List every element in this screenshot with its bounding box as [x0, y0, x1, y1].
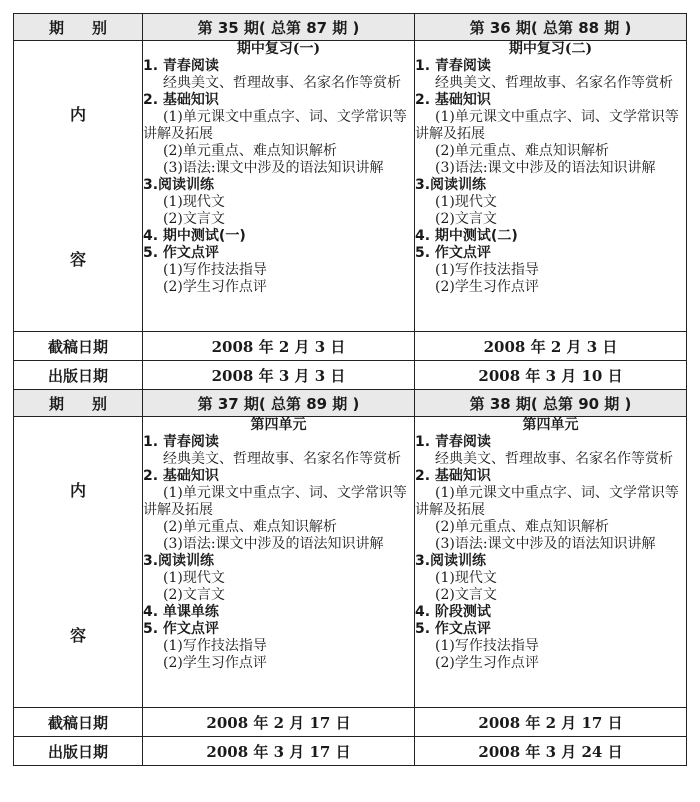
- section-detail: (2)学生习作点评: [163, 279, 267, 295]
- content-row: [14, 417, 687, 708]
- publish-date: 2008 年 3 月 3 日: [143, 361, 415, 390]
- deadline-label: 截稿日期: [14, 708, 143, 737]
- deadline-label: 截稿日期: [14, 332, 143, 361]
- section-detail: (2)文言文: [435, 211, 497, 227]
- section-detail: (2)学生习作点评: [163, 655, 267, 671]
- deadline-row: [14, 332, 687, 361]
- period-label: 期别: [14, 14, 143, 41]
- section-detail: (1)写作技法指导: [435, 638, 539, 654]
- section-heading: 2. 基础知识: [143, 468, 219, 484]
- issue-content: [143, 417, 415, 708]
- section-detail: (1)写作技法指导: [435, 262, 539, 278]
- section-detail: (2)单元重点、难点知识解析: [435, 519, 609, 535]
- schedule-body: [14, 14, 687, 766]
- content-label-cell: [14, 41, 143, 332]
- publish-date: 2008 年 3 月 17 日: [143, 737, 415, 766]
- issue-content: [415, 417, 687, 708]
- deadline-date: 2008 年 2 月 17 日: [415, 708, 687, 737]
- section-detail: (2)单元重点、难点知识解析: [435, 143, 609, 159]
- issue-number: 第 37 期( 总第 89 期 ): [143, 390, 415, 417]
- period-header-row: [14, 14, 687, 41]
- section-detail: (2)文言文: [163, 211, 225, 227]
- section-heading: 4. 单课单练: [143, 604, 219, 620]
- publish-label: 出版日期: [14, 361, 143, 390]
- section-detail: (2)文言文: [163, 587, 225, 603]
- section-detail: (3)语法:课文中涉及的语法知识讲解: [163, 160, 384, 176]
- section-heading: 4. 期中测试(二): [415, 228, 518, 244]
- section-heading: 5. 作文点评: [143, 621, 219, 637]
- section-detail: (2)文言文: [435, 587, 497, 603]
- section-heading: 2. 基础知识: [415, 92, 491, 108]
- period-header-row: [14, 390, 687, 417]
- section-heading: 2. 基础知识: [143, 92, 219, 108]
- section-detail: (1)单元课文中重点字、词、文学常识等讲解及拓展: [415, 485, 679, 518]
- deadline-date: 2008 年 2 月 17 日: [143, 708, 415, 737]
- content-label-char: 容: [69, 626, 86, 645]
- section-detail: 经典美文、哲理故事、名家名作等赏析: [163, 75, 401, 91]
- section-detail: (3)语法:课文中涉及的语法知识讲解: [435, 536, 656, 552]
- section-detail: (2)学生习作点评: [435, 279, 539, 295]
- section-detail: (3)语法:课文中涉及的语法知识讲解: [163, 536, 384, 552]
- issue-title: 第四单元: [250, 417, 307, 433]
- section-heading: 3.阅读训练: [415, 177, 487, 193]
- section-detail: (1)现代文: [163, 570, 225, 586]
- section-detail: (2)学生习作点评: [435, 655, 539, 671]
- section-detail: (1)写作技法指导: [163, 638, 267, 654]
- deadline-date: 2008 年 2 月 3 日: [415, 332, 687, 361]
- section-detail: (3)语法:课文中涉及的语法知识讲解: [435, 160, 656, 176]
- content-label-char: 内: [69, 105, 86, 124]
- section-detail: 经典美文、哲理故事、名家名作等赏析: [163, 451, 401, 467]
- section-heading: 4. 期中测试(一): [143, 228, 246, 244]
- period-label: 期别: [14, 390, 143, 417]
- content-label-char: 容: [69, 250, 86, 269]
- section-heading: 2. 基础知识: [415, 468, 491, 484]
- section-detail: (1)单元课文中重点字、词、文学常识等讲解及拓展: [143, 109, 407, 142]
- issue-number: 第 36 期( 总第 88 期 ): [415, 14, 687, 41]
- section-heading: 3.阅读训练: [415, 553, 487, 569]
- issue-title: 期中复习(二): [508, 41, 593, 57]
- section-detail: (2)单元重点、难点知识解析: [163, 519, 337, 535]
- section-heading: 1. 青春阅读: [143, 58, 219, 74]
- section-heading: 3.阅读训练: [143, 177, 215, 193]
- section-heading: 4. 阶段测试: [415, 604, 491, 620]
- publish-row: [14, 361, 687, 390]
- section-detail: (1)现代文: [163, 194, 225, 210]
- section-detail: (1)现代文: [435, 570, 497, 586]
- section-heading: 5. 作文点评: [143, 245, 219, 261]
- issue-content: [415, 41, 687, 332]
- content-label-cell: [14, 417, 143, 708]
- publish-date: 2008 年 3 月 10 日: [415, 361, 687, 390]
- section-detail: 经典美文、哲理故事、名家名作等赏析: [435, 451, 673, 467]
- publish-label: 出版日期: [14, 737, 143, 766]
- section-detail: (2)单元重点、难点知识解析: [163, 143, 337, 159]
- section-heading: 1. 青春阅读: [415, 434, 491, 450]
- issue-title: 期中复习(一): [236, 41, 321, 57]
- section-detail: 经典美文、哲理故事、名家名作等赏析: [435, 75, 673, 91]
- section-heading: 5. 作文点评: [415, 245, 491, 261]
- section-heading: 5. 作文点评: [415, 621, 491, 637]
- deadline-date: 2008 年 2 月 3 日: [143, 332, 415, 361]
- section-detail: (1)现代文: [435, 194, 497, 210]
- deadline-row: [14, 708, 687, 737]
- section-detail: (1)写作技法指导: [163, 262, 267, 278]
- section-heading: 3.阅读训练: [143, 553, 215, 569]
- issue-title: 第四单元: [522, 417, 579, 433]
- section-detail: (1)单元课文中重点字、词、文学常识等讲解及拓展: [415, 109, 679, 142]
- content-row: [14, 41, 687, 332]
- publish-row: [14, 737, 687, 766]
- issue-number: 第 38 期( 总第 90 期 ): [415, 390, 687, 417]
- publish-date: 2008 年 3 月 24 日: [415, 737, 687, 766]
- issue-schedule-table: [13, 13, 687, 766]
- content-label-char: 内: [69, 481, 86, 500]
- section-heading: 1. 青春阅读: [143, 434, 219, 450]
- issue-number: 第 35 期( 总第 87 期 ): [143, 14, 415, 41]
- section-heading: 1. 青春阅读: [415, 58, 491, 74]
- issue-content: [143, 41, 415, 332]
- section-detail: (1)单元课文中重点字、词、文学常识等讲解及拓展: [143, 485, 407, 518]
